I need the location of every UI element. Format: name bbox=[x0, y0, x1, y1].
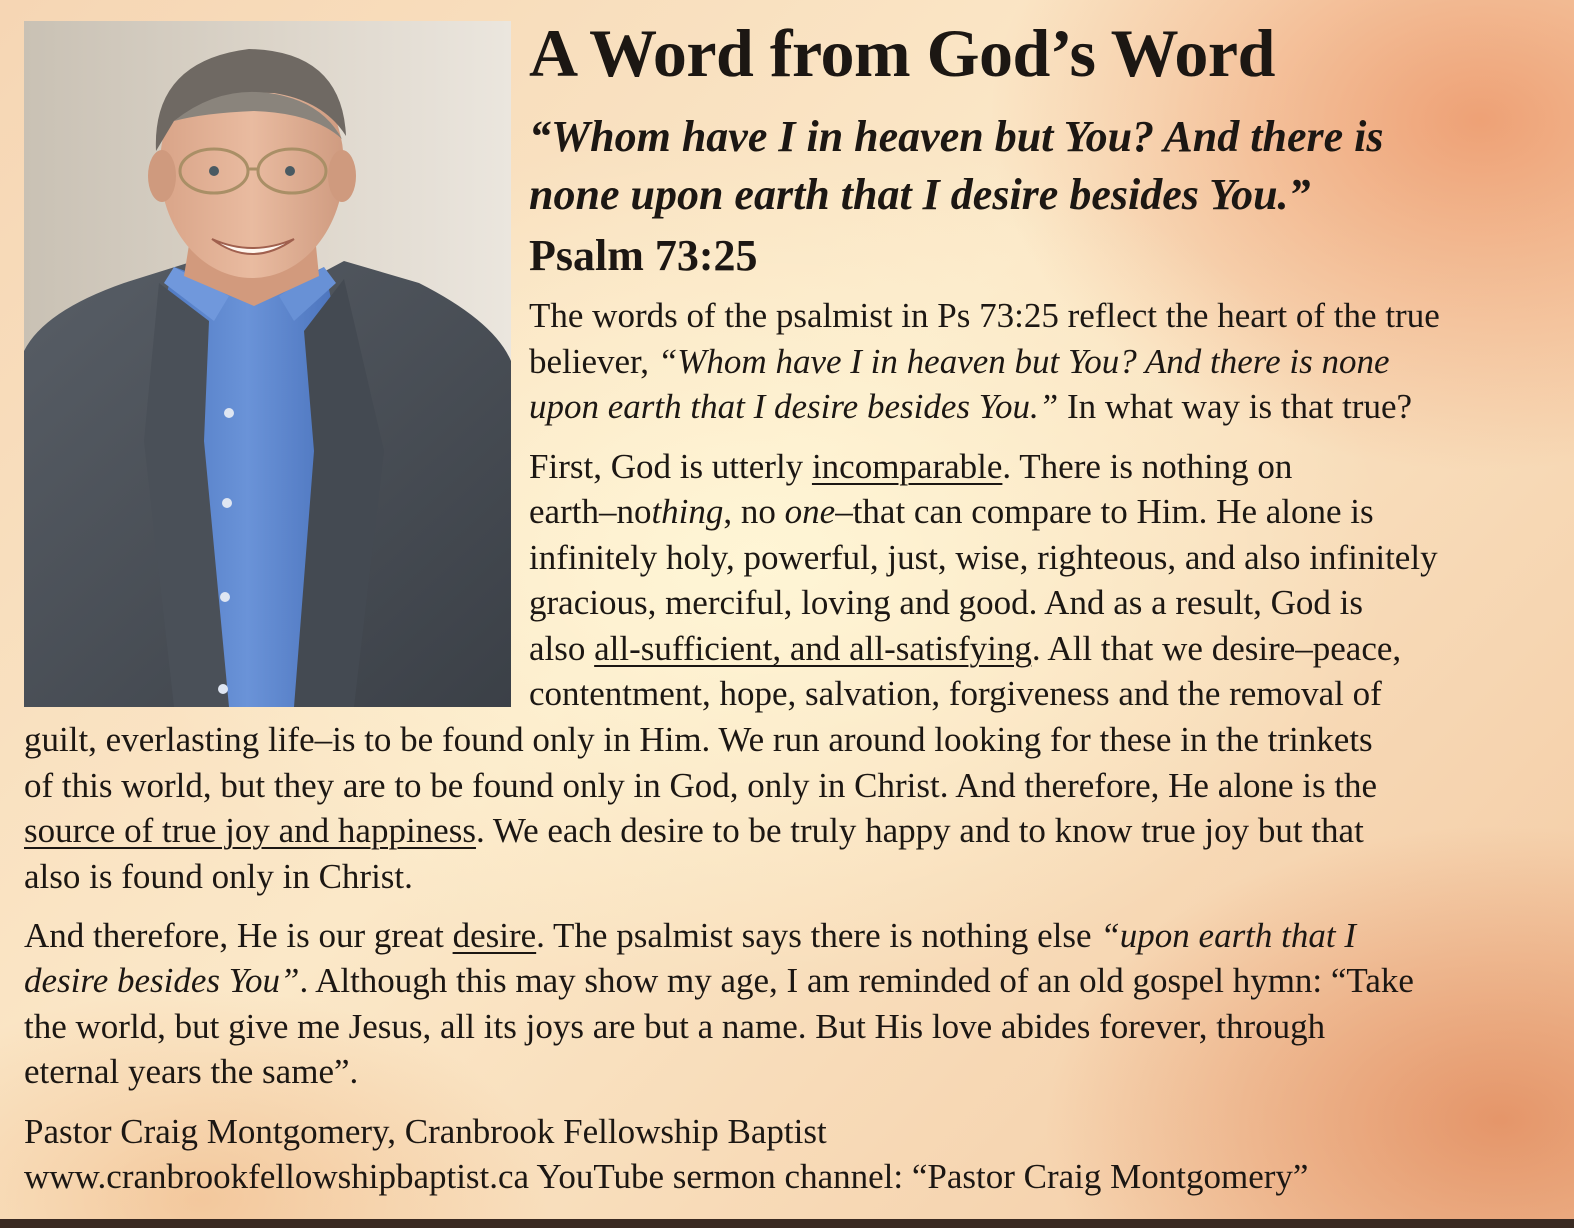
text-span: First, God is utterly bbox=[529, 447, 812, 486]
body-line: contentment, hope, salvation, forgiveness and the removal of bbox=[529, 674, 1382, 713]
body-line bbox=[529, 384, 1412, 429]
quoted-verse: “upon earth that I bbox=[1100, 916, 1357, 955]
emphasis-italic: thing bbox=[651, 492, 724, 531]
verse-line: none upon earth that I desire besides You.” bbox=[529, 170, 1311, 219]
body-line bbox=[529, 626, 1401, 671]
verse-line: “Whom have I in heaven but You? And there is bbox=[529, 112, 1384, 161]
pastor-photo bbox=[24, 21, 511, 707]
verse-reference: Psalm 73:25 bbox=[529, 231, 758, 280]
contact-info: www.cranbrookfellowshipbaptist.ca YouTube sermon channel: “Pastor Craig Montgomery” bbox=[24, 1157, 1309, 1196]
body-line bbox=[24, 958, 1414, 1003]
emphasis-all-sufficient: all-sufficient, and all-satisfying bbox=[594, 629, 1032, 668]
body-line: of this world, but they are to be found only in God, only in Christ. And therefore, He alone is the bbox=[24, 766, 1378, 805]
text-span: . There is nothing on bbox=[1002, 447, 1293, 486]
text-span: also bbox=[529, 629, 595, 668]
body-line: guilt, everlasting life–is to be found only in Him. We run around looking for these in the trinkets bbox=[24, 720, 1373, 759]
body-line bbox=[24, 913, 1356, 958]
emphasis-source-of-joy: source of true joy and happiness bbox=[24, 811, 476, 850]
body-line: The words of the psalmist in Ps 73:25 reflect the heart of the true bbox=[529, 296, 1440, 335]
text-span: . All that we desire–peace, bbox=[1031, 629, 1402, 668]
emphasis-incomparable: incomparable bbox=[811, 447, 1003, 486]
text-span: . The psalmist says there is nothing else bbox=[536, 916, 1101, 955]
text-span: In what way is that true? bbox=[1058, 387, 1413, 426]
body-line bbox=[529, 444, 1292, 489]
body-line: gracious, merciful, loving and good. And as a result, God is bbox=[529, 583, 1364, 622]
article-title: A Word from God’s Word bbox=[529, 15, 1275, 91]
text-span: –that can compare to Him. He alone is bbox=[835, 492, 1374, 531]
body-line bbox=[529, 339, 1389, 384]
body-line: also is found only in Christ. bbox=[24, 857, 413, 896]
body-line bbox=[24, 808, 1364, 853]
text-span: , no bbox=[723, 492, 785, 531]
text-span: . Although this may show my age, I am reminded of an old gospel hymn: “Take bbox=[299, 961, 1414, 1000]
pastor-portrait-illustration bbox=[24, 21, 511, 707]
emphasis-italic: one bbox=[784, 492, 836, 531]
body-line: the world, but give me Jesus, all its joys are but a name. But His love abides forever, through bbox=[24, 1007, 1326, 1046]
body-line: eternal years the same”. bbox=[24, 1052, 359, 1091]
quoted-verse: upon earth that I desire besides You.” bbox=[529, 387, 1059, 426]
body-line: infinitely holy, powerful, just, wise, righteous, and also infinitely bbox=[529, 538, 1438, 577]
body-line bbox=[529, 489, 1374, 534]
author-signature: Pastor Craig Montgomery, Cranbrook Fellowship Baptist bbox=[24, 1112, 827, 1151]
quoted-verse: desire besides You” bbox=[24, 961, 300, 1000]
bottom-border bbox=[0, 1219, 1574, 1228]
emphasis-desire: desire bbox=[452, 916, 537, 955]
text-span: . We each desire to be truly happy and to know true joy but that bbox=[475, 811, 1364, 850]
text-span: believer, bbox=[529, 342, 658, 381]
featured-verse bbox=[529, 108, 1559, 224]
text-span: earth–no bbox=[529, 492, 652, 531]
text-span: And therefore, He is our great bbox=[24, 916, 453, 955]
quoted-verse: “Whom have I in heaven but You? And there is none bbox=[657, 342, 1390, 381]
